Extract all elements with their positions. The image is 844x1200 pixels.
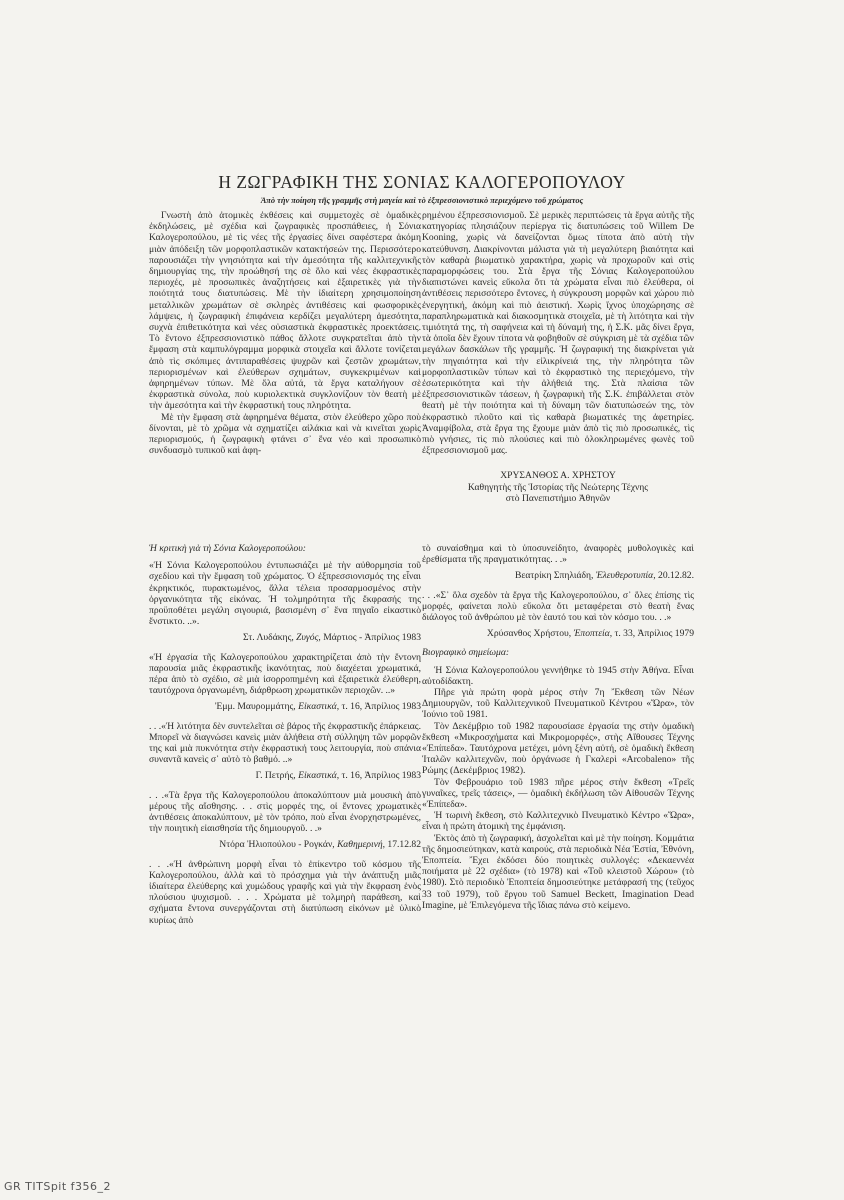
author-signature bbox=[422, 470, 694, 504]
archive-stamp: GR TITSpit f356_2 bbox=[4, 1180, 112, 1193]
critics-heading: Ἡ κριτικὴ γιὰ τὴ Σόνια Καλογεροπούλου: bbox=[149, 543, 306, 554]
critic-quote: τὸ συναίσθημα καὶ τὸ ὑποσυνείδητο, ἀναφορὲς μυθολογικὲς καὶ ἐρεθίσματα τῆς πραγματικότητας. . .» bbox=[422, 543, 694, 566]
critics-column-right bbox=[422, 543, 694, 911]
bio-paragraph: Ἡ Σόνια Καλογεροπούλου γεννήθηκε τὸ 1945 στὴν Ἀθήνα. Εἶναι αὐτοδίδακτη. bbox=[422, 664, 694, 687]
page-subtitle: Ἀπὸ τὴν ποίηση τῆς γραμμῆς στὴ μαγεία καὶ τὸ ἐξπρεσσιονιστικὸ περιεχόμενο τοῦ χρώματος bbox=[260, 196, 584, 205]
bio-heading: Βιογραφικὸ σημείωμα: bbox=[422, 647, 510, 659]
critic-quote: . . .«Ἡ ἀνθρώπινη μορφὴ εἶναι τὸ ἐπίκεντρο τοῦ κόσμου τῆς Καλογεροπούλου, ἀλλὰ καὶ τὸ πρόσχημα γιὰ τὴν ἀνάπτυξη μιᾶς ἰδιαίτερα ἐλεύθερης καὶ χυμώδους γραφῆς καὶ γιὰ τὴν ἔκφραση ἑνὸς πλούσιου ψυχισμοῦ. . . . Χρώματα μὲ τολμηρὴ παράθεση, καὶ σχήματα ἔντονα συνεργάζονται στὴ διατύπωση εἰκόνων μὲ ὑλικὸ κυρίως ἀπὸ bbox=[149, 858, 421, 926]
essay-paragraph: Μὲ τὴν ἔμφαση στὰ ἀφηρημένα θέματα, στὸν ἐλεύθερο χῶρο ποὺ δίνονται, μὲ τὸ χρῶμα νὰ σχηματίζει αἰλάκια καὶ νὰ κινεῖται χωρὶς περιορισμούς, ἡ ζωγραφικὴ φτάνει σ᾽ ἕνα νέο καὶ προσωπικὸ συνδυασμὸ τυπικοῦ καὶ ἀφη- bbox=[149, 411, 421, 457]
essay-paragraph: Γνωστὴ ἀπὸ ἀτομικὲς ἐκθέσεις καὶ συμμετοχὲς σὲ ὁμαδικὲς ἐκδηλώσεις, μὲ σχέδια καὶ ζωγραφικὲς προσπάθειες, ἡ Σόνια Καλογεροπούλου, μὲ τὶς νέες τῆς ἐργασίες δίνει σαφέστερα ἀκόμη μιὰν ἀπόδειξη τῶν μορφοπλαστικῶν κατακτήσεών της. Περισσότερο παρουσιάζει τὴν γνησιότητα καὶ τὴν ἀμεσότητα τῆς καλλιτεχνικῆς δημιουργίας της, τὴν προώθησή της σὲ ὅλο καὶ νέες ἐκφραστικὲς περιοχές, μὲ προσωπικὲς ἀναζητήσεις καὶ ἐξαιρετικὲς γιὰ τὴν ποιότητά τους διατυπώσεις. Μὲ τὴν ἰδιαίτερη χρησιμοποίηση μεταλλικῶν χρωμάτων σὲ σκληρὲς ἀντιθέσεις καὶ φωσφορικὲς λάμψεις, ἡ ζωγραφικὴ ἐπιφάνεια κερδίζει μεγαλύτερη ἀμεσότητα, συχνὰ ἐπιθετικότητα καὶ νέες οὐσιαστικὰ ἐκφραστικὲς προεκτάσεις. Τὸ ἔντονο ἐξπρεσσιονιστικὸ πάθος ἄλλοτε συγκρατεῖται ἀπὸ τὴν ἔμφαση στὰ καμπυλόγραμμα μορφικὰ στοιχεῖα καὶ ἄλλοτε τονίζεται ἀπὸ τὶς σκόπιμες ἀντιπαραθέσεις ψυχρῶν καὶ ζεστῶν χρωμάτων, περιορισμένων καὶ ἐλεύθερων σχημάτων, συγκεκριμένων καὶ ἀφηρημένων τύπων. Μὲ ὅλα αὐτά, τὰ ἔργα καταλήγουν σὲ ἐκφραστικὰ σύνολα, ποὺ κυριολεκτικὰ συγκλονίζουν τὸν θεατὴ μὲ τὴν ἀμεσότητα καὶ τὴν ἐκφραστική τους πληρότητα. bbox=[149, 210, 421, 412]
critic-source: Βεατρίκη Σπηλιάδη, Ἐλευθεροτυπία, 20.12.82. bbox=[514, 570, 694, 582]
bio-paragraph: Τὸν Φεβρουάριο τοῦ 1983 πῆρε μέρος στὴν ἔκθεση «Τρεῖς γυναῖκες, τρεῖς τάσεις», — ὁμαδικὴ ἐκδήλωση τῶν Αἰθουσῶν Τέχνης «Ἐπίπεδα». bbox=[422, 776, 694, 811]
author-role: Καθηγητὴς τῆς Ἱστορίας τῆς Νεώτερης Τέχνης bbox=[467, 481, 649, 493]
bio-paragraph: Ἐκτὸς ἀπὸ τὴ ζωγραφική, ἀσχολεῖται καὶ μὲ τὴν ποίηση. Κομμάτια τῆς δημοσιεύτηκαν, κατὰ καιρούς, στὰ περιοδικὰ Νέα Ἑστία, Ἐθνόνη, Ἐποπτεία. Ἔχει ἐκδόσει δύο ποιητικὲς συλλογές: «Δεκαεννέα ποιήματα μὲ 22 σχέδια» (τὸ 1978) καὶ «Τοῦ κλειστοῦ Χώρου» (τὸ 1980). Στὸ περιοδικὸ Ἐποπτεία δημοσιεύτηκε μετάφρασή της (τεῦχος 33 τοῦ 1979), τοῦ ἔργου τοῦ Samuel Beckett, Imagination Dead Imagine, μὲ Ἐπιλεγόμενα τῆς ἴδιας πάνω στὸ κείμενο. bbox=[422, 832, 694, 911]
critic-quote: . . .«Σ᾽ ὅλα σχεδὸν τὰ ἔργα τῆς Καλογεροπούλου, σ᾽ ὅλες ἐπίσης τὶς μορφές, φαίνεται πολὺ εὔκολα ὅτι μεταφέρεται στὸ θεατὴ ἕνας διάλογος τοῦ ἀνθρώπου μὲ τὸν ἑαυτό του καὶ τὸν κόσμο του. . .» bbox=[422, 589, 694, 624]
critic-quote: . . .«Ἡ λιτότητα δὲν συντελεῖται σὲ βάρος τῆς ἐκφραστικῆς ἐπάρκειας. Μπορεῖ νὰ διαγνώσει κανεὶς μιὰν ἀλήθεια στὴ σύλληψη τῶν μορφῶν της καὶ μιὰ πυκνότητα στὴν ἐκφραστική τους λειτουργία, ποὺ σπάνια συναντᾶ κανεὶς σ᾽ αὐτὸ τὸ βαθμό. ..» bbox=[149, 720, 421, 766]
essay-paragraph: ρημένου ἐξπρεσσιονισμοῦ. Σὲ μερικὲς περιπτώσεις τὰ ἔργα αὐτῆς τῆς κατηγορίας πλησιάζουν περίεργα τὶς διατυπώσεις τοῦ Willem De Kooning, χωρὶς νὰ δανείζονται ὅμως τίποτα ἀπὸ αὐτὴ τὴν κατεύθυνση. Διακρίνονται μάλιστα γιὰ τὴ μεγαλύτερη βιαιότητα καὶ τὸν καθαρὰ βιωματικὸ χαρακτήρα, χωρὶς νὰ προχωροῦν καὶ στὶς παραμορφώσεις του. Στὰ ἔργα τῆς Σόνιας Καλογεροπούλου διαπιστώνει κανεὶς εὔκολα ὅτι τὰ χρώματα εἶναι πιὸ ἐλεύθερα, οἱ ἀντιθέσεις περισσότερο ἔντονες, ἡ σύγκρουση μορφῶν καὶ χώρου πιὸ ἐνεργητική, ἀκόμη καὶ πιὸ ἀειστική. Χωρὶς ἴχνος ὑποχώρησης σὲ παραπληρωματικὰ καὶ διακοσμητικὰ στοιχεῖα, μὲ τὴ λιτότητα καὶ τὴν τιμιότητά της, τὴ σαφήνεια καὶ τὴ δύναμή της, ἡ Σ.Κ. μᾶς δίνει ἔργα, τὰ ὁποῖα δὲν ἔχουν τίποτα νὰ φοβηθοῦν σὲ σύγκριση μὲ τὰ σχέδια τῶν μεγάλων δασκάλων τῆς γραμμῆς. Ἡ ζωγραφική της διακρίνεται γιὰ τὴν πηγαιότητα καὶ τὴν εἰλικρίνειά της, τὴν πληρότητα τῶν μορφοπλαστικῶν τύπων καὶ τὸ ἐκφραστικὸ της περιεχόμενο, τὴν ἐσωτερικότητα καὶ τὴν ἀλήθειά της. Στὰ πλαίσια τῶν ἐξπρεσσιονιστικῶν τάσεων, ἡ ζωγραφικὴ τῆς Σ.Κ. ἐπιβάλλεται στὸν θεατὴ μὲ τὴν ποιότητα καὶ τὴ δύναμη τῶν διατυπώσεών της, τὸν ἐκφραστικὸ πλοῦτο καὶ τὶς καθαρὰ βιωματικές της ἀφετηρίες. Ἀναμφίβολα, στὰ ἔργα της ἔχουμε μιὰν ἀπὸ τὶς πιὸ προσωπικές, τὶς πιὸ γνήσιες, τὶς πιὸ πλούσιες καὶ πιὸ ὁλοκληρωμένες φωνὲς τοῦ ἐξπρεσσιονισμοῦ μας. bbox=[422, 210, 694, 457]
critic-quote: «Ἡ Σόνια Καλογεροπούλου ἐντυπωσιάζει μὲ τὴν αὐθορμησία τοῦ σχεδίου καὶ τὴν ἔμφαση τοῦ χρώματος. Ὁ ἐξπρεσσιονισμός της εἶναι ἐκρηκτικός, πυρακτωμένος, ἄλλα τέλεια προσαρμοσμένος στὴν ὀργανικότητα τῆς εἰκόνας. Ἡ τολμηρότητα τῆς ἔκφρασής της προϋποθέτει μεγάλη σιγουριά, βασισμένη σ᾽ ἕνα πηγαῖο εἰκαστικὸ ἔνστικτο. ..». bbox=[149, 560, 421, 628]
bio-paragraph: Πῆρε γιὰ πρώτη φορὰ μέρος στὴν 7η Ἔκθεση τῶν Νέων Δημιουργῶν, τοῦ Καλλιτεχνικοῦ Πνευματικοῦ Κέντρου «Ὥρα», τὸν Ἰούνιο τοῦ 1981. bbox=[422, 687, 694, 721]
critic-source: Στ. Λυδάκης, Ζυγός, Μάρτιος - Ἀπρίλιος 1983 bbox=[242, 632, 421, 644]
essay-column-2 bbox=[422, 210, 694, 504]
author-institution: στὸ Πανεπιστήμιο Ἀθηνῶν bbox=[505, 492, 611, 504]
page-title: Η ΖΩΓΡΑΦΙΚΗ ΤΗΣ ΣΟΝΙΑΣ ΚΑΛΟΓΕΡΟΠΟΥΛΟΥ bbox=[218, 172, 626, 192]
bio-paragraph: Τὸν Δεκέμβριο τοῦ 1982 παρουσίασε ἐργασία της στὴν ὁμαδικὴ ἔκθεση «Μικροσχήματα καὶ Μικρομορφές», στὴς Αἴθουσες Τέχνης «Ἐπίπεδα». Ταυτόχρονα μετέχει, μόνη ξένη αὐτή, σὲ ὁμαδικὴ ἔκθεση Ἰταλῶν καλλιτεχνῶν, ποὺ ὀργάνωσε ἡ Γκαλερὶ «Arcobaleno» τῆς Ρώμης (Δεκέμβριος 1982). bbox=[422, 720, 694, 777]
critic-quote: . . .«Τὰ ἔργα τῆς Καλογεροπούλου ἀποκαλύπτουν μιὰ μουσικὴ ἀπὸ μέρους τῆς αἴσθησης. . . στὶς μορφές της, οἱ ἔντονες χρωματικὲς ἀντιθέσεις ἀποκαλύπτουν, μὲ τὸν τρόπο, ποὺ εἶναι ἐνορχηστρωμένες, τὴν ποιητικὴ εἰαισθησία τῆς δημιουργοῦ. . .» bbox=[149, 789, 421, 835]
essay-column-1 bbox=[149, 210, 421, 456]
critics-column-left bbox=[149, 543, 421, 931]
author-name: ΧΡΥΣΑΝΘΟΣ Α. ΧΡΗΣΤΟΥ bbox=[500, 470, 616, 482]
critic-source: Χρύσανθος Χρήστου, Ἐποπτεία, τ. 33, Ἀπρίλιος 1979 bbox=[486, 628, 694, 640]
biography bbox=[422, 647, 694, 911]
critic-source: Ἐμμ. Μαυρομμάτης, Εἰκαστικά, τ. 16, Ἀπρίλιος 1983 bbox=[215, 701, 421, 713]
critic-quote: «Ἡ ἐργασία τῆς Καλογεροπούλου χαρακτηρίζεται ἀπὸ τὴν ἔντονη παρουσία μιᾶς ἐκφραστικῆς ἱκανότητας, ποὺ διαχέεται χρωματικά, πέρα ἀπὸ τὸ σχέδιο, σὲ μιὰ ἰσορροπημένη καὶ ἐξαιρετικὰ ἐλεύθερη, ταυτόχρονα ὀργανωμένη, διάρθρωση χρωματικῶν περιοχῶν. ..» bbox=[149, 651, 421, 697]
critic-source: Ντόρα Ἠλιοπούλου - Ρογκάν, Καθημερινή, 17.12.82 bbox=[219, 839, 421, 851]
bio-paragraph: Ἡ τωρινὴ ἔκθεση, στὸ Καλλιτεχνικὸ Πνευματικὸ Κέντρο «Ὥρα», εἶναι ἡ πρώτη ἀτομικὴ της ἐμφάνιση. bbox=[422, 810, 694, 833]
critic-source: Γ. Πετρής, Εἰκαστικά, τ. 16, Ἀπρίλιος 1983 bbox=[255, 770, 421, 782]
